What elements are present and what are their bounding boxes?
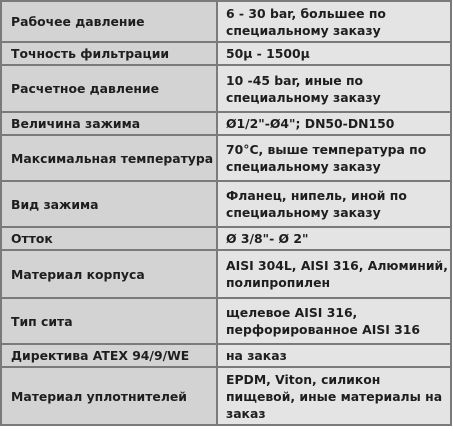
specifications-table-body <box>1 1 451 425</box>
param-cell: Материал корпуса <box>1 250 217 298</box>
value-cell: AISI 304L, AISI 316, Алюминий, полипропилен <box>217 250 451 298</box>
value-cell: Ø1/2"-Ø4"; DN50-DN150 <box>217 112 451 135</box>
table-row <box>1 367 451 425</box>
param-cell: Максимальная температура <box>1 135 217 181</box>
value-cell: Ø 3/8"- Ø 2" <box>217 227 451 250</box>
param-cell: Тип сита <box>1 298 217 344</box>
param-cell: Отток <box>1 227 217 250</box>
table-row <box>1 42 451 65</box>
table-row <box>1 1 451 42</box>
value-cell: 70°C, выше температура по специальному заказу <box>217 135 451 181</box>
param-cell: Материал уплотнителей <box>1 367 217 425</box>
param-cell: Вид зажима <box>1 181 217 227</box>
table-row <box>1 227 451 250</box>
param-cell: Точность фильтрации <box>1 42 217 65</box>
table-row <box>1 135 451 181</box>
value-cell: EPDM, Viton, силикон пищевой, иные материалы на заказ <box>217 367 451 425</box>
table-row <box>1 181 451 227</box>
value-cell: щелевое AISI 316, перфорированное AISI 316 <box>217 298 451 344</box>
table-row <box>1 298 451 344</box>
param-cell: Директива ATEX 94/9/WE <box>1 344 217 367</box>
value-cell: 10 -45 bar, иные по специальному заказу <box>217 65 451 112</box>
table-row <box>1 112 451 135</box>
value-cell: 6 - 30 bar, большее по специальному заказу <box>217 1 451 42</box>
value-cell: 50µ - 1500µ <box>217 42 451 65</box>
value-cell: на заказ <box>217 344 451 367</box>
value-cell: Фланец, нипель, иной по специальному заказу <box>217 181 451 227</box>
param-cell: Величина зажима <box>1 112 217 135</box>
param-cell: Расчетное давление <box>1 65 217 112</box>
table-row <box>1 344 451 367</box>
param-cell: Рабочее давление <box>1 1 217 42</box>
table-row <box>1 65 451 112</box>
table-row <box>1 250 451 298</box>
